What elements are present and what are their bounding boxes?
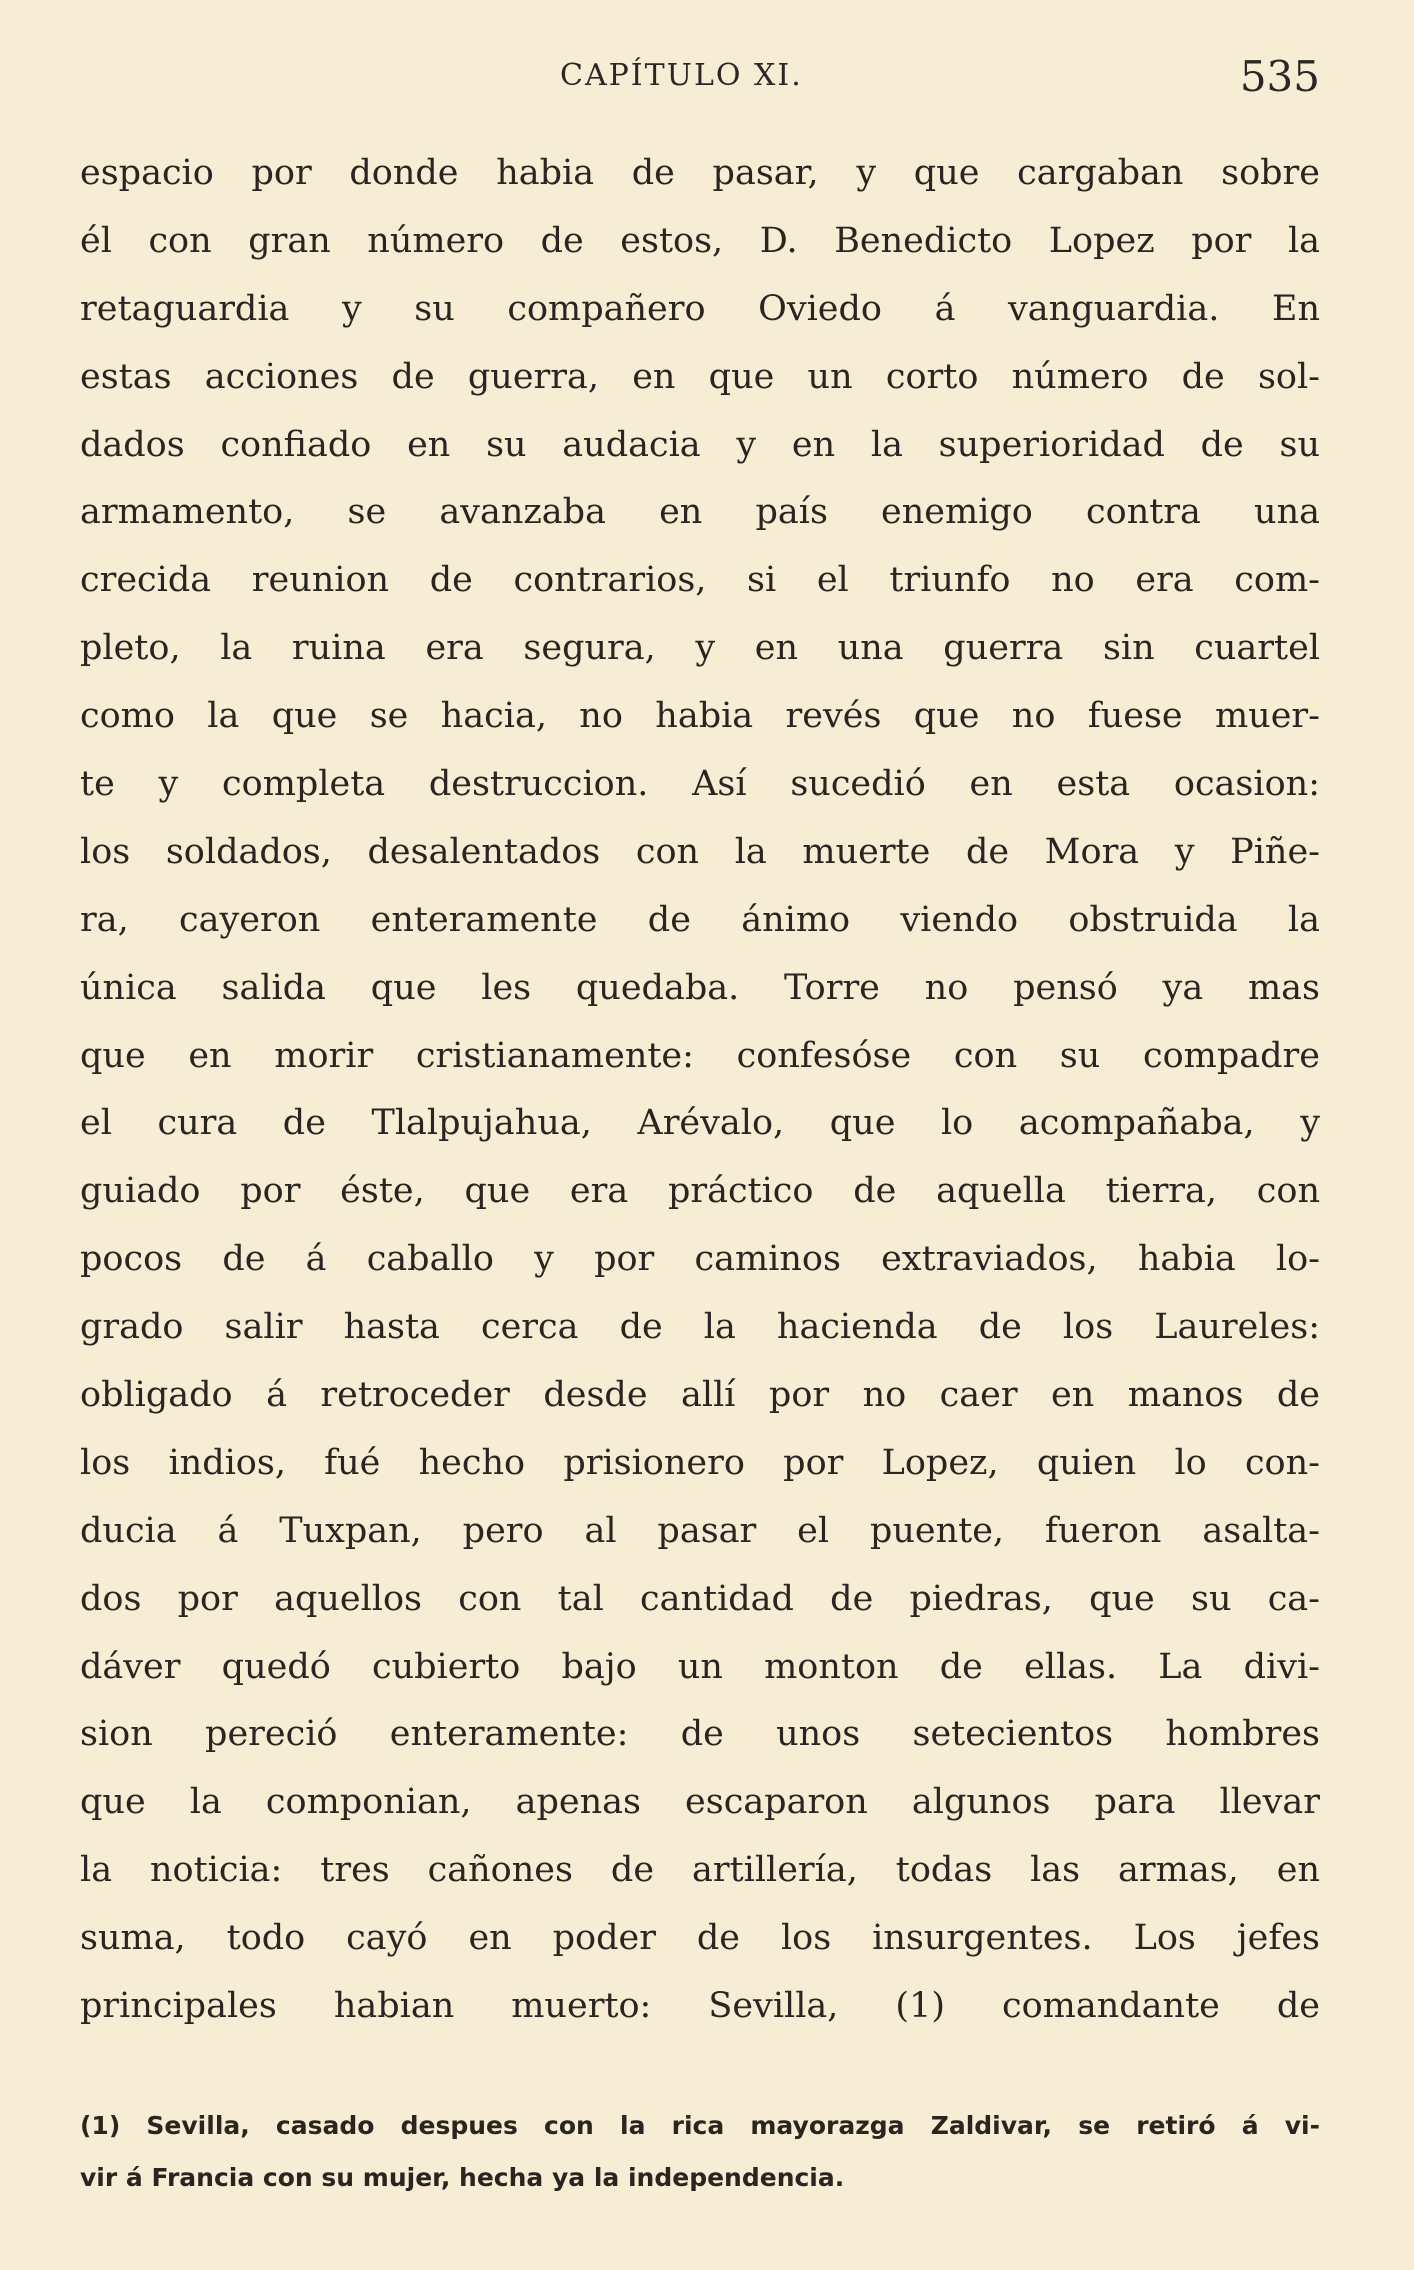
text-line: pleto, la ruina era segura, y en una guerra sin cuartel xyxy=(80,628,1320,669)
footnote-line: vir á Francia con su mujer, hecha ya la independencia. xyxy=(80,2163,845,2192)
text-line: ra, cayeron enteramente de ánimo viendo obstruida la xyxy=(80,899,1320,940)
footnote-line: (1) Sevilla, casado despues con la rica mayorazga Zaldivar, se retiró á vi- xyxy=(80,2111,1320,2140)
text-line: guiado por éste, que era práctico de aquella tierra, con xyxy=(80,1171,1320,1212)
text-line: espacio por donde habia de pasar, y que cargaban sobre xyxy=(80,153,1320,193)
text-line: principales habian muerto: Sevilla, (1) comandante de xyxy=(80,1986,1320,2027)
text-line: crecida reunion de contrarios, si el triunfo no era com- xyxy=(80,560,1320,601)
text-line: los soldados, desalentados con la muerte de Mora y Piñe- xyxy=(80,831,1320,872)
text-line: dáver quedó cubierto bajo un monton de ellas. La divi- xyxy=(80,1646,1320,1687)
text-line: grado salir hasta cerca de la hacienda de los Laureles: xyxy=(80,1307,1320,1348)
text-line: la noticia: tres cañones de artillería, todas las armas, en xyxy=(80,1850,1320,1891)
page-header xyxy=(80,52,1320,118)
text-line: dos por aquellos con tal cantidad de piedras, que su ca- xyxy=(80,1578,1320,1619)
text-line: sion pereció enteramente: de unos setecientos hombres xyxy=(80,1714,1320,1755)
footnotes xyxy=(80,2100,1320,2204)
text-line: como la que se hacia, no habia revés que no fuese muer- xyxy=(80,696,1320,737)
text-line: dados confiado en su audacia y en la superioridad de su xyxy=(80,424,1320,465)
text-line: suma, todo cayó en poder de los insurgentes. Los jefes xyxy=(80,1918,1320,1959)
text-line: pocos de á caballo y por caminos extraviados, habia lo- xyxy=(80,1239,1320,1280)
text-line: te y completa destruccion. Así sucedió en esta ocasion: xyxy=(80,764,1320,805)
text-line: los indios, fué hecho prisionero por Lopez, quien lo con- xyxy=(80,1442,1320,1483)
text-line: retaguardia y su compañero Oviedo á vanguardia. En xyxy=(80,288,1320,329)
text-line: armamento, se avanzaba en país enemigo contra una xyxy=(80,492,1320,533)
page-number: 535 xyxy=(1239,52,1320,101)
text-line: única salida que les quedaba. Torre no pensó ya mas xyxy=(80,967,1320,1008)
running-head: CAPÍTULO XI. xyxy=(560,58,803,93)
text-line: que en morir cristianamente: confesóse con su compadre xyxy=(80,1035,1320,1076)
body-text xyxy=(80,140,1320,2041)
text-line: estas acciones de guerra, en que un corto número de sol- xyxy=(80,356,1320,397)
text-line: que la componian, apenas escaparon algunos para llevar xyxy=(80,1782,1320,1823)
text-line: el cura de Tlalpujahua, Arévalo, que lo acompañaba, y xyxy=(80,1103,1320,1144)
text-line: obligado á retroceder desde allí por no caer en manos de xyxy=(80,1375,1320,1416)
text-line: ducia á Tuxpan, pero al pasar el puente, fueron asalta- xyxy=(80,1510,1320,1551)
text-line: él con gran número de estos, D. Benedicto Lopez por la xyxy=(80,220,1320,261)
